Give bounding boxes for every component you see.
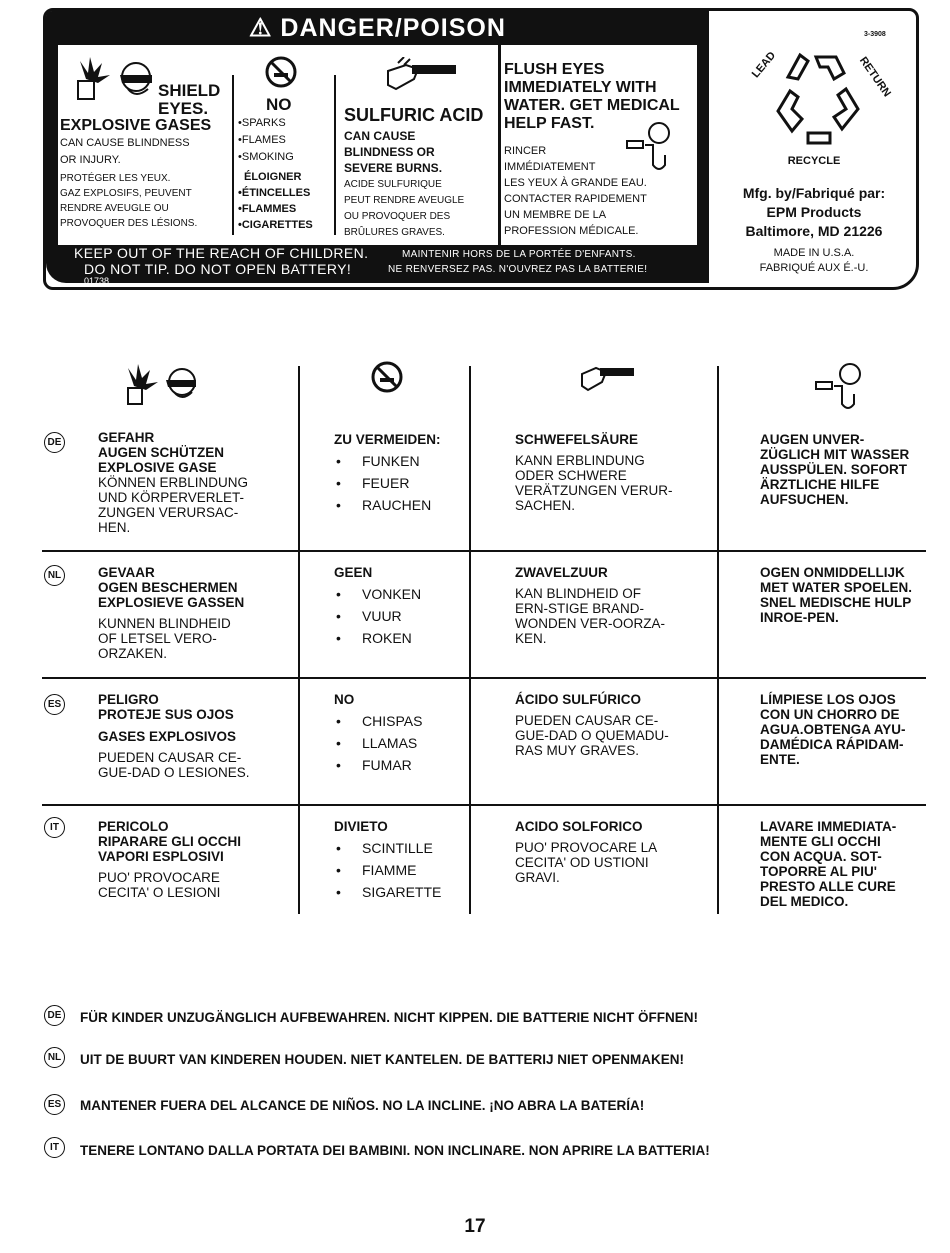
nl-avoid-item: • VONKEN xyxy=(336,586,421,602)
no-heading: NO xyxy=(266,95,292,114)
fr-item: •CIGARETTES xyxy=(238,219,313,231)
warning-panel-right xyxy=(501,45,697,245)
en-line: BLINDNESS OR xyxy=(344,145,435,159)
no-item: •SPARKS xyxy=(238,117,286,129)
footer-warning-es: MANTENER FUERA DEL ALCANCE DE NIÑOS. NO LA INCLINE. ¡NO ABRA LA BATERÍA! xyxy=(80,1098,645,1113)
row-divider xyxy=(42,804,926,806)
fabrique: FABRIQUÉ AUX É.-U. xyxy=(759,262,869,274)
fr-line: OU PROVOQUER DES xyxy=(344,211,451,222)
made-in-usa: MADE IN U.S.A. xyxy=(773,247,855,259)
danger-panel xyxy=(46,11,709,286)
fr-heading: ÉLOIGNER xyxy=(244,171,302,183)
no-item: •FLAMES xyxy=(238,134,286,146)
es-avoid-item: • FUMAR xyxy=(336,757,412,773)
nl-avoid-item: • VUUR xyxy=(336,608,402,624)
footer-warning-nl: UIT DE BUURT VAN KINDEREN HOUDEN. NIET KANTELEN. DE BATTERIJ NIET OPENMAKEN! xyxy=(80,1052,685,1067)
divider xyxy=(334,75,336,235)
it-hazard-text: PERICOLO RIPARARE GLI OCCHI VAPORI ESPLOSIVI PUO' PROVOCARE CECITA' O LESIONI xyxy=(98,819,242,900)
it-avoid-item: • SCINTILLE xyxy=(336,840,433,856)
shield-text: SHIELD xyxy=(158,81,221,100)
it-avoid-item: • SIGARETTE xyxy=(336,884,441,900)
acid-burn-icon xyxy=(384,57,460,97)
company-name: EPM Products xyxy=(766,204,862,220)
fr-line: BRÛLURES GRAVES. xyxy=(344,227,445,238)
flush-line: HELP FAST. xyxy=(504,115,595,132)
do-not-tip-en: DO NOT TIP. DO NOT OPEN BATTERY! xyxy=(84,261,352,277)
language-badge-de: DE xyxy=(44,432,65,453)
no-smoking-icon xyxy=(264,55,298,89)
it-acid-text: ACIDO SOLFORICO PUO' PROVOCARE LA CECITA' OD USTIONI GRAVI. xyxy=(515,819,658,885)
explosive-gases-heading: EXPLOSIVE GASES xyxy=(60,117,212,134)
es-firstaid-text: LÍMPIESE LOS OJOS CON UN CHORRO DE AGUA.OBTENGA AYU- DAMÉDICA RÁPIDAM- ENTE. xyxy=(760,692,906,767)
explosion-shield-icon xyxy=(72,57,162,109)
label-code: 01738 xyxy=(84,276,110,286)
it-avoid-heading: DIVIETO xyxy=(334,819,388,834)
danger-title: ⚠ DANGER/POISON xyxy=(249,14,506,42)
warning-label xyxy=(43,8,919,290)
nl-firstaid-text: OGEN ONMIDDELLIJK MET WATER SPOELEN. SNEL MEDISCHE HULP INROE-PEN. xyxy=(760,565,913,625)
nl-acid-text: ZWAVELZUUR KAN BLINDHEID OF ERN-STIGE BRAND- WONDEN VER-OORZA- KEN. xyxy=(515,565,665,646)
page-number: 17 xyxy=(464,1216,486,1237)
fr-line: CONTACTER RAPIDEMENT xyxy=(504,193,647,205)
de-avoid-heading: ZU VERMEIDEN: xyxy=(334,432,441,447)
no-item: •SMOKING xyxy=(238,151,294,163)
keep-out-fr: MAINTENIR HORS DE LA PORTÉE D'ENFANTS. xyxy=(402,249,636,260)
de-hazard-text: GEFAHR AUGEN SCHÜTZEN EXPLOSIVE GASE KÖNNEN ERBLINDUNG UND KÖRPERVERLET- ZUNGEN VERURSAC- HEN. xyxy=(98,430,249,535)
flush-line: FLUSH EYES xyxy=(504,61,605,78)
fr-line: ACIDE SULFURIQUE xyxy=(344,179,442,190)
de-firstaid-text: AUGEN UNVER- ZÜGLICH MIT WASSER AUSSPÜLEN. SOFORT ÄRZTLICHE HILFE AUFSUCHEN. xyxy=(760,432,910,507)
en-line: SEVERE BURNS. xyxy=(344,161,443,175)
language-badge-de: DE xyxy=(44,1005,65,1026)
divider xyxy=(232,75,234,235)
fr-item: •FLAMMES xyxy=(238,203,297,215)
no-smoking-icon xyxy=(370,360,404,394)
footer-warning-it: TENERE LONTANO DALLA PORTATA DEI BAMBINI. NON INCLINARE. NON APRIRE LA BATTERIA! xyxy=(80,1143,710,1158)
return-text: RETURN xyxy=(856,54,893,100)
fr-line: UN MEMBRE DE LA xyxy=(504,209,607,221)
fr-line: LES YEUX À GRANDE EAU. xyxy=(504,177,647,189)
language-badge-it: IT xyxy=(44,817,65,838)
nl-hazard-text: GEVAAR OGEN BESCHERMEN EXPLOSIEVE GASSEN KUNNEN BLINDHEID OF LETSEL VERO- ORZAKEN. xyxy=(98,565,245,661)
flush-line: WATER. GET MEDICAL xyxy=(504,97,680,114)
es-hazard-text: PELIGRO PROTEJE SUS OJOS GASES EXPLOSIVOS PUEDEN CAUSAR CE- GUE-DAD O LESIONES. xyxy=(98,692,250,780)
it-avoid-item: • FIAMME xyxy=(336,862,416,878)
language-badge-es: ES xyxy=(44,694,65,715)
nl-avoid-heading: GEEN xyxy=(334,565,373,580)
keep-out-en: KEEP OUT OF THE REACH OF CHILDREN. xyxy=(74,245,369,261)
column-divider xyxy=(717,366,719,914)
en-line: CAN CAUSE BLINDNESS xyxy=(60,137,190,149)
eyewash-icon xyxy=(812,360,868,412)
part-number: 3-3908 xyxy=(864,31,886,38)
column-divider xyxy=(469,366,471,914)
language-badge-nl: NL xyxy=(44,565,65,586)
lead-text: LEAD xyxy=(749,49,779,81)
de-avoid-item: • RAUCHEN xyxy=(336,497,431,513)
sulfuric-acid-heading: SULFURIC ACID xyxy=(344,105,484,125)
mfg-by: Mfg. by/Fabriqué par: xyxy=(742,185,886,201)
en-line: CAN CAUSE xyxy=(344,129,416,143)
es-acid-text: ÁCIDO SULFÚRICO PUEDEN CAUSAR CE- GUE-DAD O QUEMADU- RAS MUY GRAVES. xyxy=(515,692,669,758)
fr-line: RENDRE AVEUGLE OU xyxy=(60,203,169,214)
row-divider xyxy=(42,677,926,679)
it-firstaid-text: LAVARE IMMEDIATA- MENTE GLI OCCHI CON ACQUA. SOT- TOPORRE AL PIU' PRESTO ALLE CURE DEL MEDICO. xyxy=(760,819,897,909)
recycle-text: RECYCLE xyxy=(787,155,841,167)
warning-panel-left xyxy=(58,45,498,245)
recycle-icon xyxy=(736,37,906,157)
fr-line: RINCER xyxy=(504,145,547,157)
language-badge-nl: NL xyxy=(44,1047,65,1068)
acid-burn-icon xyxy=(578,360,638,394)
fr-line: PEUT RENDRE AVEUGLE xyxy=(344,195,465,206)
language-badge-it: IT xyxy=(44,1137,65,1158)
de-avoid-item: • FUNKEN xyxy=(336,453,420,469)
eyewash-icon xyxy=(625,119,675,175)
fr-line: PROFESSION MÉDICALE. xyxy=(504,225,639,237)
do-not-tip-fr: NE RENVERSEZ PAS. N'OUVREZ PAS LA BATTERIE! xyxy=(388,264,648,275)
flush-line: IMMEDIATELY WITH xyxy=(504,79,657,96)
es-avoid-heading: NO xyxy=(334,692,355,707)
es-avoid-item: • CHISPAS xyxy=(336,713,422,729)
eyes-text: EYES. xyxy=(158,99,209,118)
column-divider xyxy=(298,366,300,914)
de-avoid-item: • FEUER xyxy=(336,475,409,491)
fr-line: PROVOQUER DES LÉSIONS. xyxy=(60,218,198,229)
fr-item: •ÉTINCELLES xyxy=(238,187,311,199)
nl-avoid-item: • ROKEN xyxy=(336,630,412,646)
fr-line: IMMÉDIATEMENT xyxy=(504,161,596,173)
footer-warning-de: FÜR KINDER UNZUGÄNGLICH AUFBEWAHREN. NICHT KIPPEN. DIE BATTERIE NICHT ÖFFNEN! xyxy=(80,1010,698,1025)
row-divider xyxy=(42,550,926,552)
explosion-shield-icon xyxy=(118,362,208,412)
de-acid-text: SCHWEFELSÄURE KANN ERBLINDUNG ODER SCHWERE VERÄTZUNGEN VERUR- SACHEN. xyxy=(515,432,673,513)
en-line: OR INJURY. xyxy=(60,154,121,166)
fr-line: GAZ EXPLOSIFS, PEUVENT xyxy=(60,188,192,199)
language-badge-es: ES xyxy=(44,1094,65,1115)
fr-line: PROTÉGER LES YEUX. xyxy=(60,173,171,184)
company-city: Baltimore, MD 21226 xyxy=(745,223,883,239)
es-avoid-item: • LLAMAS xyxy=(336,735,417,751)
